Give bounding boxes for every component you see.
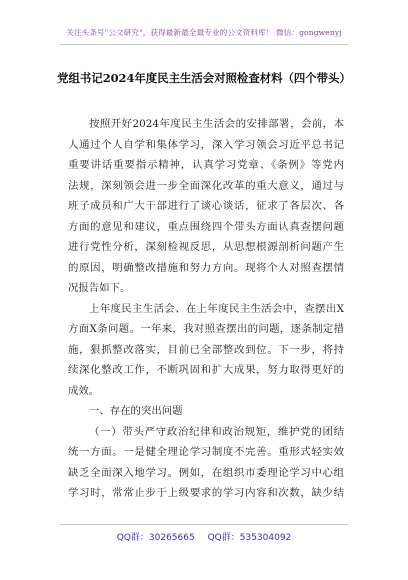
footer-divider: [60, 524, 348, 525]
paragraph-line: 统一方面。一是健全理论学习制度不完善。重形式轻实效: [68, 446, 344, 458]
paragraph-line: 续深化整改工作，不断巩固和扩大成果，努力取得更好的: [68, 364, 344, 376]
paragraph-line: 方面的意见和建议，重点围绕四个带头方面认真查摆问题: [68, 220, 344, 233]
paragraph-line: 方面X条问题。一年来，我对照查摆出的问题，逐条制定措: [68, 323, 344, 335]
document-title: 党组书记2024年度民主生活会对照检查材料（四个带头）: [57, 71, 351, 85]
section-heading: 一、存在的突出问题: [89, 405, 183, 417]
paragraph-line: 重要讲话重要指示精神，认真学习党章、《条例》等党内: [68, 159, 344, 171]
header-banner: 关注头条号"公文研究"，获得最新最全最专业的公文资料库！ 微信：gongwenyj: [66, 28, 342, 37]
paragraph-line: 人通过个人自学和集体学习，深入学习领会习近平总书记: [68, 138, 344, 151]
paragraph-line: 的原因，明确整改措施和努力方向。现将个人对照查摆情: [68, 261, 344, 274]
footer-qq-group-2: QQ群：535304092: [207, 533, 292, 543]
paragraph-line: 况报告如下。: [68, 282, 131, 294]
page-footer: [0, 530, 408, 543]
footer-qq-group-1: QQ群：30265665: [116, 533, 195, 543]
paragraph-line: 学习时，常常止步于上级要求的学习内容和次数，缺少结: [68, 487, 344, 499]
paragraph-line: 缺乏全面深入地学习。例如，在组织市委理论学习中心组: [68, 466, 344, 479]
paragraph-line: 按照开好2024年度民主生活会的安排部署，会前，本: [89, 118, 344, 130]
header-divider: [60, 44, 348, 45]
paragraph-line: 进行党性分析，深刻检视反思，从思想根源剖析问题产生: [68, 241, 344, 253]
paragraph-line: 施，狠抓整改落实，目前已全部整改到位。下一步，将持: [68, 343, 344, 356]
document-body: [68, 114, 344, 504]
paragraph-line: 法规，深刻领会进一步全面深化改革的重大意义，通过与: [68, 179, 344, 192]
paragraph-line: 班子成员和广大干部进行了谈心谈话，征求了各层次、各: [68, 200, 344, 212]
page-header: [0, 0, 408, 50]
paragraph-line: 成效。: [68, 384, 100, 397]
paragraph-line: 上年度民主生活会、在上年度民主生活会中，查摆出X: [89, 302, 344, 315]
paragraph-line: （一）带头严守政治纪律和政治规矩，维护党的团结: [89, 425, 344, 438]
